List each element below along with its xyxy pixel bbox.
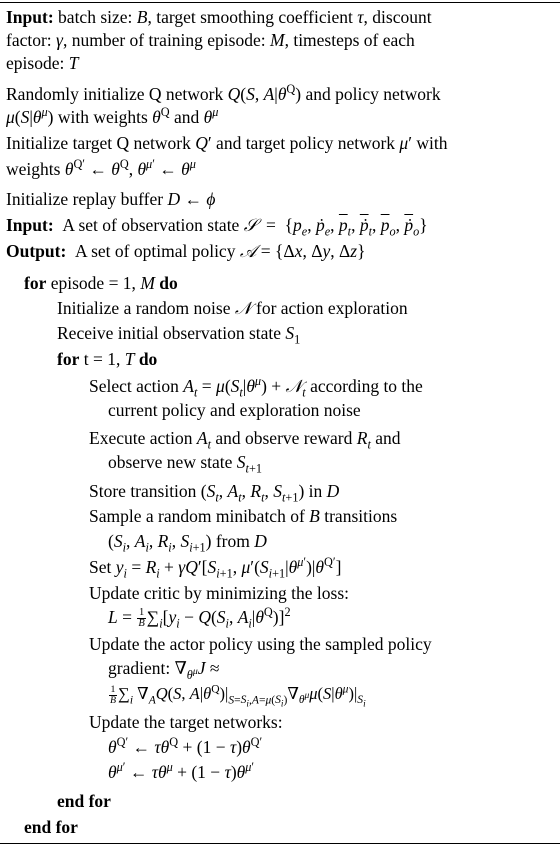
end-for-inner: end for bbox=[57, 791, 111, 811]
do-keyword: do bbox=[159, 273, 178, 293]
init-target-line-1: Initialize target Q network Q′ and target policy network μ′ with bbox=[6, 133, 448, 153]
init-noise-line: Initialize a random noise 𝒩 for action exploration bbox=[57, 298, 408, 318]
output-keyword: Output: bbox=[6, 241, 67, 261]
bottom-rule bbox=[0, 843, 560, 844]
init-q-line-1: Randomly initialize Q network Q(S, $A|\theta^Q$) and policy network bbox=[6, 82, 441, 104]
output-policy-line: Output: A set of optimal policy 𝒜 = {Δx, Δy, Δz} bbox=[6, 241, 366, 261]
init-buffer-line: Initialize replay buffer D ← ϕ bbox=[6, 189, 216, 209]
input-keyword: Input: bbox=[6, 7, 54, 27]
update-targets-line: Update the target networks: bbox=[89, 712, 283, 732]
sample-batch-line-1: Sample a random minibatch of B transitions bbox=[89, 506, 398, 526]
execute-action-line-2: observe new state $S_{t+1}$ bbox=[108, 452, 262, 476]
gradient-equation: $\frac{1}{B}$ $\sum_i$ $\nabla_AQ(S$, $A|\theta^Q)|_{S=S_i,A=\mu(S_i)}\nabla_{\theta^\mu}\mu(S|\theta^\mu)|_{S_i}$ bbox=[110, 683, 366, 709]
episode-loop-header: for episode = 1, M do bbox=[24, 273, 178, 293]
execute-action-line-1: Execute action $A_t$ and observe reward $R_t$ and bbox=[89, 428, 401, 452]
update-critic-line: Update critic by minimizing the loss: bbox=[89, 583, 350, 603]
time-loop-header: for t = 1, T do bbox=[57, 349, 158, 369]
input-state-line: Input: A set of observation state 𝒮 = {$p_e$, ṗ$_e$, $\overline{p}_t$, $\overline{ṗ}_t$, $\overline{p}_o$, $\overline{ṗ}_o$} bbox=[6, 215, 428, 239]
for-keyword: for bbox=[24, 273, 47, 293]
select-action-line-2: current policy and exploration noise bbox=[108, 400, 361, 420]
set-target-line: Set $y_i = R_i + \gamma Q'[S_{i+1}$, $\mu'(S_{i+1}|\theta^{\mu'})|\theta^{Q'}$] bbox=[89, 555, 342, 581]
end-for-outer: end for bbox=[24, 817, 78, 837]
do-keyword-2: do bbox=[138, 349, 158, 369]
input-keyword-2: Input: bbox=[6, 215, 54, 235]
target-mu-equation: $\theta^{\mu'}$ ← $\tau\theta^\mu + (1 - \tau)\theta^{\mu'}$ bbox=[108, 760, 255, 782]
input-params-line-1: Input: batch size: B, target smoothing coefficient τ, discount bbox=[6, 7, 432, 27]
for-keyword-2: for bbox=[57, 349, 80, 369]
receive-state-line: Receive initial observation state $S_1$ bbox=[57, 323, 301, 347]
update-actor-line-2: gradient: $\nabla_{\theta^\mu}J$ ≈ bbox=[108, 658, 220, 682]
init-target-line-2: weights $\theta^{Q'}$ ← $\theta^Q$, $\theta^{\mu'}$ ← $\theta^\mu$ bbox=[6, 157, 196, 179]
input-params-line-3: episode: T bbox=[6, 53, 79, 73]
loss-equation: L = $\frac{1}{B}$ $\sum_i[y_i - Q(S_i$, $A_i|\theta^Q)]^2$ bbox=[108, 605, 291, 631]
input-params-line-2: factor: γ, number of training episode: M, timesteps of each bbox=[6, 30, 415, 50]
store-transition-line: Store transition ($S_t$, $A_t$, $R_t$, $S_{t+1}$) in D bbox=[89, 481, 340, 505]
sample-batch-line-2: ($S_i$, $A_i$, $R_i$, $S_{i+1}$) from D bbox=[108, 531, 267, 555]
select-action-line-1: Select action $A_t = \mu(S_t|\theta^\mu)$ + 𝒩$_t$ according to the bbox=[89, 374, 423, 400]
top-rule bbox=[0, 2, 560, 3]
target-q-equation: $\theta^{Q'}$ ← $\tau\theta^Q + (1 - \tau)\theta^{Q'}$ bbox=[108, 735, 263, 757]
update-actor-line-1: Update the actor policy using the sampled policy bbox=[89, 634, 432, 654]
init-q-line-2: $\mu(S|\theta^\mu)$ with weights $\theta^Q$ and $\theta^\mu$ bbox=[6, 105, 219, 127]
